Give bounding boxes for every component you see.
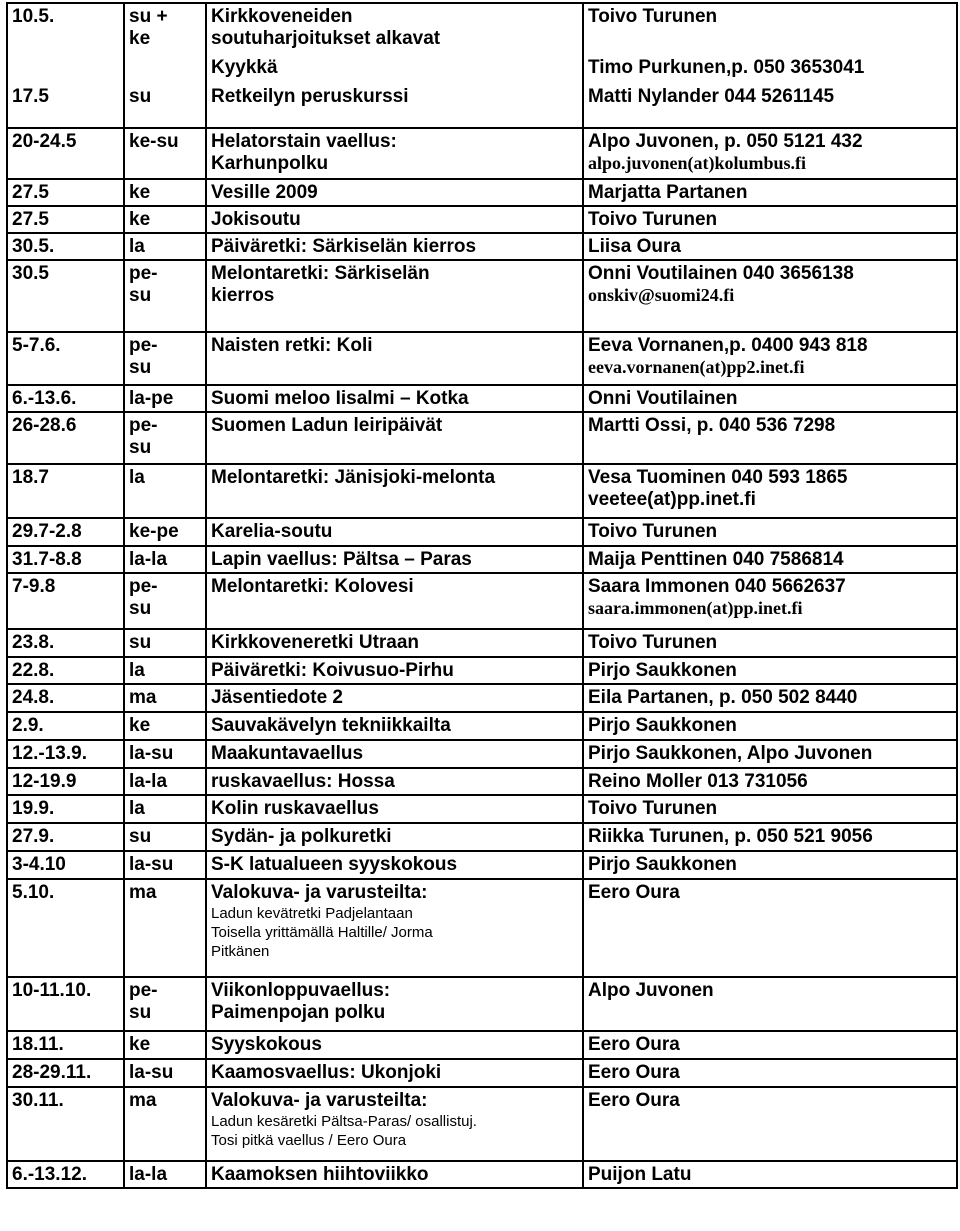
contact-cell-text: Reino Moller 013 731056 [588,771,808,792]
type-cell-text: ke [129,1034,151,1055]
date-cell [7,851,124,879]
date-cell [7,233,124,260]
table-row [7,712,957,740]
event-cell [206,768,583,795]
date-cell [7,84,124,128]
date-cell [7,795,124,823]
type-cell [124,128,206,179]
type-cell [124,546,206,573]
contact-cell-text: Toivo Turunen [588,209,718,230]
event-cell [206,385,583,412]
contact-cell [583,1161,957,1188]
type-cell [124,712,206,740]
date-cell-text: 23.8. [12,632,55,653]
type-cell [124,657,206,684]
type-cell [124,629,206,657]
type-cell-text: ke [129,182,151,203]
date-cell-text: 29.7-2.8 [12,521,82,542]
date-cell [7,684,124,712]
contact-cell-text: Eero Oura [588,882,680,903]
table-row [7,260,957,332]
type-cell [124,206,206,233]
contact-cell [583,260,957,332]
type-cell-text: ma [129,882,157,903]
event-details: Ladun kevätretki Padjelantaan Toisella yrittämällä Haltille/ Jorma Pitkänen [211,905,433,960]
type-cell [124,1087,206,1161]
contact-cell-text: Eero Oura [588,1062,680,1083]
date-cell [7,629,124,657]
table-row [7,1059,957,1087]
event-cell-text: Kirkkoveneiden soutuharjoitukset alkavat [211,6,441,49]
event-cell [206,546,583,573]
date-cell-text: 27.5 [12,209,49,230]
event-cell [206,573,583,629]
event-cell-text: Melontaretki: Jänisjoki-melonta [211,467,496,488]
date-cell [7,3,124,55]
date-cell [7,823,124,851]
table-row [7,412,957,464]
type-cell-text: su + ke [129,6,168,49]
contact-cell [583,464,957,518]
contact-cell [583,206,957,233]
type-cell [124,332,206,385]
date-cell-text: 30.11. [12,1090,64,1111]
contact-cell-text: Pirjo Saukkonen, Alpo Juvonen [588,743,873,764]
contact-cell-text: Pirjo Saukkonen [588,660,737,681]
event-cell-text: Lapin vaellus: Pältsa – Paras [211,549,472,570]
type-cell [124,768,206,795]
event-cell-text: Viikonloppuvaellus: Paimenpojan polku [211,980,391,1023]
type-cell-text: ke-su [129,131,179,152]
contact-cell [583,879,957,977]
event-cell [206,55,583,84]
date-cell [7,55,124,84]
event-cell-text: Syyskokous [211,1034,322,1055]
type-cell-text: ke [129,715,151,736]
event-cell-text: Melontaretki: Kolovesi [211,576,414,597]
table-row [7,795,957,823]
event-cell-text: Kyykkä [211,57,278,78]
contact-cell-text: Onni Voutilainen 040 3656138 [588,263,854,284]
event-cell-text: Kaamoksen hiihtoviikko [211,1164,429,1185]
type-cell-text: la-su [129,743,174,764]
contact-cell-text: Matti Nylander 044 5261145 [588,86,835,107]
type-cell-text: pe- su [129,335,158,378]
table-row [7,629,957,657]
date-cell-text: 7-9.8 [12,576,56,597]
event-cell [206,260,583,332]
event-cell-text: Valokuva- ja varusteilta: [211,1090,428,1111]
event-cell [206,1031,583,1059]
event-cell-text: Jokisoutu [211,209,301,230]
contact-cell-text: Vesa Tuominen 040 593 1865 veetee(at)pp.inet.fi [588,467,848,510]
table-row [7,233,957,260]
contact-cell-text: Pirjo Saukkonen [588,854,737,875]
type-cell-text: ma [129,687,157,708]
date-cell-text: 18.7 [12,467,49,488]
date-cell-text: 17.5 [12,86,49,107]
event-cell-text: Retkeilyn peruskurssi [211,86,409,107]
contact-cell-text: Toivo Turunen [588,632,718,653]
contact-cell [583,851,957,879]
event-cell [206,1161,583,1188]
type-cell [124,795,206,823]
event-cell-text: S-K latualueen syyskokous [211,854,458,875]
contact-cell-text: Maija Penttinen 040 7586814 [588,549,844,570]
contact-cell [583,546,957,573]
table-row [7,385,957,412]
contact-cell [583,518,957,546]
date-cell [7,179,124,206]
type-cell-text: la-pe [129,388,174,409]
date-cell-text: 22.8. [12,660,55,681]
contact-cell [583,740,957,768]
event-cell-text: Vesille 2009 [211,182,318,203]
date-cell-text: 31.7-8.8 [12,549,82,570]
table-row [7,740,957,768]
type-cell [124,879,206,977]
event-cell-text: Karelia-soutu [211,521,333,542]
contact-cell-text: Eeva Vornanen,p. 0400 943 818 [588,335,868,356]
date-cell [7,1031,124,1059]
date-cell [7,573,124,629]
contact-cell-text: Alpo Juvonen [588,980,714,1001]
date-cell [7,518,124,546]
event-cell-text: Suomen Ladun leiripäivät [211,415,443,436]
contact-cell [583,332,957,385]
date-cell [7,332,124,385]
type-cell [124,233,206,260]
contact-cell [583,768,957,795]
type-cell [124,740,206,768]
type-cell-text: la [129,660,145,681]
date-cell [7,879,124,977]
type-cell-text: la-su [129,1062,174,1083]
contact-cell [583,233,957,260]
event-cell-text: Kolin ruskavaellus [211,798,379,819]
date-cell [7,657,124,684]
table-row [7,768,957,795]
date-cell-text: 10.5. [12,6,55,27]
date-cell-text: 2.9. [12,715,44,736]
table-row [7,851,957,879]
date-cell-text: 19.9. [12,798,55,819]
type-cell [124,385,206,412]
event-cell-text: Suomi meloo Iisalmi – Kotka [211,388,469,409]
type-cell-text: su [129,632,152,653]
event-cell [206,412,583,464]
type-cell [124,179,206,206]
table-row [7,977,957,1031]
event-cell-text: Päiväretki: Koivusuo-Pirhu [211,660,454,681]
table-row [7,128,957,179]
event-cell-text: Naisten retki: Koli [211,335,373,356]
date-cell [7,385,124,412]
type-cell-text: pe- su [129,263,158,306]
contact-cell-text: Pirjo Saukkonen [588,715,737,736]
contact-cell [583,823,957,851]
date-cell [7,206,124,233]
table-row [7,332,957,385]
date-cell-text: 3-4.10 [12,854,66,875]
type-cell [124,1031,206,1059]
date-cell-text: 30.5 [12,263,49,284]
date-cell-text: 5-7.6. [12,335,61,356]
event-cell [206,332,583,385]
contact-cell [583,1031,957,1059]
contact-email: alpo.juvonen(at)kolumbus.fi [588,153,807,173]
event-cell [206,179,583,206]
table-row [7,55,957,84]
date-cell [7,1059,124,1087]
contact-cell-text: Toivo Turunen [588,6,718,27]
table-row [7,84,957,128]
event-cell-text: Kaamosvaellus: Ukonjoki [211,1062,442,1083]
type-cell [124,851,206,879]
type-cell-text: la [129,467,145,488]
contact-cell [583,712,957,740]
date-cell-text: 12-19.9 [12,771,77,792]
type-cell [124,55,206,84]
date-cell [7,260,124,332]
contact-cell [583,385,957,412]
contact-cell [583,1087,957,1161]
date-cell-text: 6.-13.12. [12,1164,87,1185]
table-row [7,1031,957,1059]
contact-cell [583,629,957,657]
event-cell [206,128,583,179]
event-cell-text: Helatorstain vaellus: Karhunpolku [211,131,397,174]
event-cell [206,712,583,740]
event-cell [206,464,583,518]
event-cell [206,823,583,851]
contact-cell-text: Eero Oura [588,1034,680,1055]
contact-cell-text: Riikka Turunen, p. 050 521 9056 [588,826,873,847]
date-cell [7,740,124,768]
type-cell-text: ke-pe [129,521,179,542]
date-cell-text: 18.11. [12,1034,64,1055]
event-cell-text: Valokuva- ja varusteilta: [211,882,428,903]
event-cell [206,795,583,823]
event-cell [206,3,583,55]
type-cell [124,84,206,128]
type-cell-text: ke [129,209,151,230]
event-cell [206,206,583,233]
contact-cell [583,412,957,464]
date-cell [7,1087,124,1161]
date-cell-text: 12.-13.9. [12,743,87,764]
contact-cell-text: Toivo Turunen [588,521,718,542]
contact-cell [583,657,957,684]
event-cell [206,1059,583,1087]
event-cell-text: Melontaretki: Särkiselän kierros [211,263,430,306]
type-cell-text: la-su [129,854,174,875]
event-cell-text: Sydän- ja polkuretki [211,826,392,847]
event-cell [206,1087,583,1161]
date-cell-text: 27.5 [12,182,49,203]
type-cell [124,977,206,1031]
contact-cell [583,573,957,629]
event-cell-text: Päiväretki: Särkiselän kierros [211,236,477,257]
date-cell [7,464,124,518]
table-row [7,657,957,684]
date-cell [7,128,124,179]
table-row [7,573,957,629]
table-row [7,823,957,851]
type-cell-text: pe- su [129,415,158,458]
date-cell [7,412,124,464]
date-cell-text: 10-11.10. [12,980,92,1001]
date-cell-text: 6.-13.6. [12,388,77,409]
type-cell-text: la [129,798,145,819]
contact-cell [583,795,957,823]
date-cell [7,1161,124,1188]
event-cell [206,84,583,128]
date-cell [7,712,124,740]
date-cell-text: 5.10. [12,882,55,903]
event-cell [206,977,583,1031]
event-cell-text: Sauvakävelyn tekniikkailta [211,715,451,736]
type-cell [124,1161,206,1188]
contact-cell [583,684,957,712]
type-cell [124,1059,206,1087]
contact-cell [583,1059,957,1087]
type-cell [124,823,206,851]
type-cell [124,573,206,629]
contact-cell-text: Marjatta Partanen [588,182,748,203]
contact-cell-text: Timo Purkunen,p. 050 3653041 [588,57,865,78]
contact-cell [583,84,957,128]
event-cell [206,657,583,684]
event-cell-text: Jäsentiedote 2 [211,687,343,708]
table-row [7,206,957,233]
contact-cell [583,128,957,179]
type-cell-text: la-la [129,549,168,570]
event-cell [206,233,583,260]
contact-cell-text: Saara Immonen 040 5662637 [588,576,846,597]
date-cell [7,768,124,795]
type-cell [124,3,206,55]
schedule-body [7,3,957,1188]
event-cell-text: Kirkkoveneretki Utraan [211,632,420,653]
type-cell [124,412,206,464]
contact-cell [583,977,957,1031]
event-cell [206,879,583,977]
table-row [7,518,957,546]
type-cell-text: ma [129,1090,157,1111]
type-cell-text: la-la [129,1164,168,1185]
event-cell [206,518,583,546]
event-cell [206,629,583,657]
contact-cell [583,3,957,55]
contact-cell-text: Liisa Oura [588,236,681,257]
type-cell-text: su [129,86,152,107]
contact-cell-text: Puijon Latu [588,1164,692,1185]
table-row [7,464,957,518]
table-row [7,546,957,573]
event-cell-text: ruskavaellus: Hossa [211,771,395,792]
contact-cell-text: Eero Oura [588,1090,680,1111]
type-cell [124,260,206,332]
date-cell [7,977,124,1031]
date-cell [7,546,124,573]
table-row [7,684,957,712]
date-cell-text: 24.8. [12,687,55,708]
table-row [7,1087,957,1161]
type-cell [124,464,206,518]
type-cell-text: la-la [129,771,168,792]
date-cell-text: 20-24.5 [12,131,77,152]
table-row [7,3,957,55]
table-row [7,179,957,206]
type-cell [124,518,206,546]
date-cell-text: 30.5. [12,236,55,257]
event-cell [206,740,583,768]
contact-cell-text: Martti Ossi, p. 040 536 7298 [588,415,836,436]
contact-email: eeva.vornanen(at)pp2.inet.fi [588,357,805,377]
event-cell [206,851,583,879]
contact-email: saara.immonen(at)pp.inet.fi [588,598,803,618]
contact-cell-text: Eila Partanen, p. 050 502 8440 [588,687,858,708]
type-cell-text: pe- su [129,980,158,1023]
contact-cell-text: Toivo Turunen [588,798,718,819]
type-cell-text: su [129,826,152,847]
table-row [7,1161,957,1188]
table-row [7,879,957,977]
type-cell [124,684,206,712]
schedule-table [6,2,958,1189]
event-cell-text: Maakuntavaellus [211,743,364,764]
type-cell-text: pe- su [129,576,158,619]
date-cell-text: 27.9. [12,826,55,847]
contact-cell-text: Alpo Juvonen, p. 050 5121 432 [588,131,863,152]
date-cell-text: 28-29.11. [12,1062,92,1083]
contact-cell-text: Onni Voutilainen [588,388,738,409]
contact-cell [583,179,957,206]
contact-email: onskiv@suomi24.fi [588,285,735,305]
contact-cell [583,55,957,84]
event-cell [206,684,583,712]
event-details: Ladun kesäretki Pältsa-Paras/ osallistuj. Tosi pitkä vaellus / Eero Oura [211,1113,477,1149]
type-cell-text: la [129,236,145,257]
date-cell-text: 26-28.6 [12,415,77,436]
